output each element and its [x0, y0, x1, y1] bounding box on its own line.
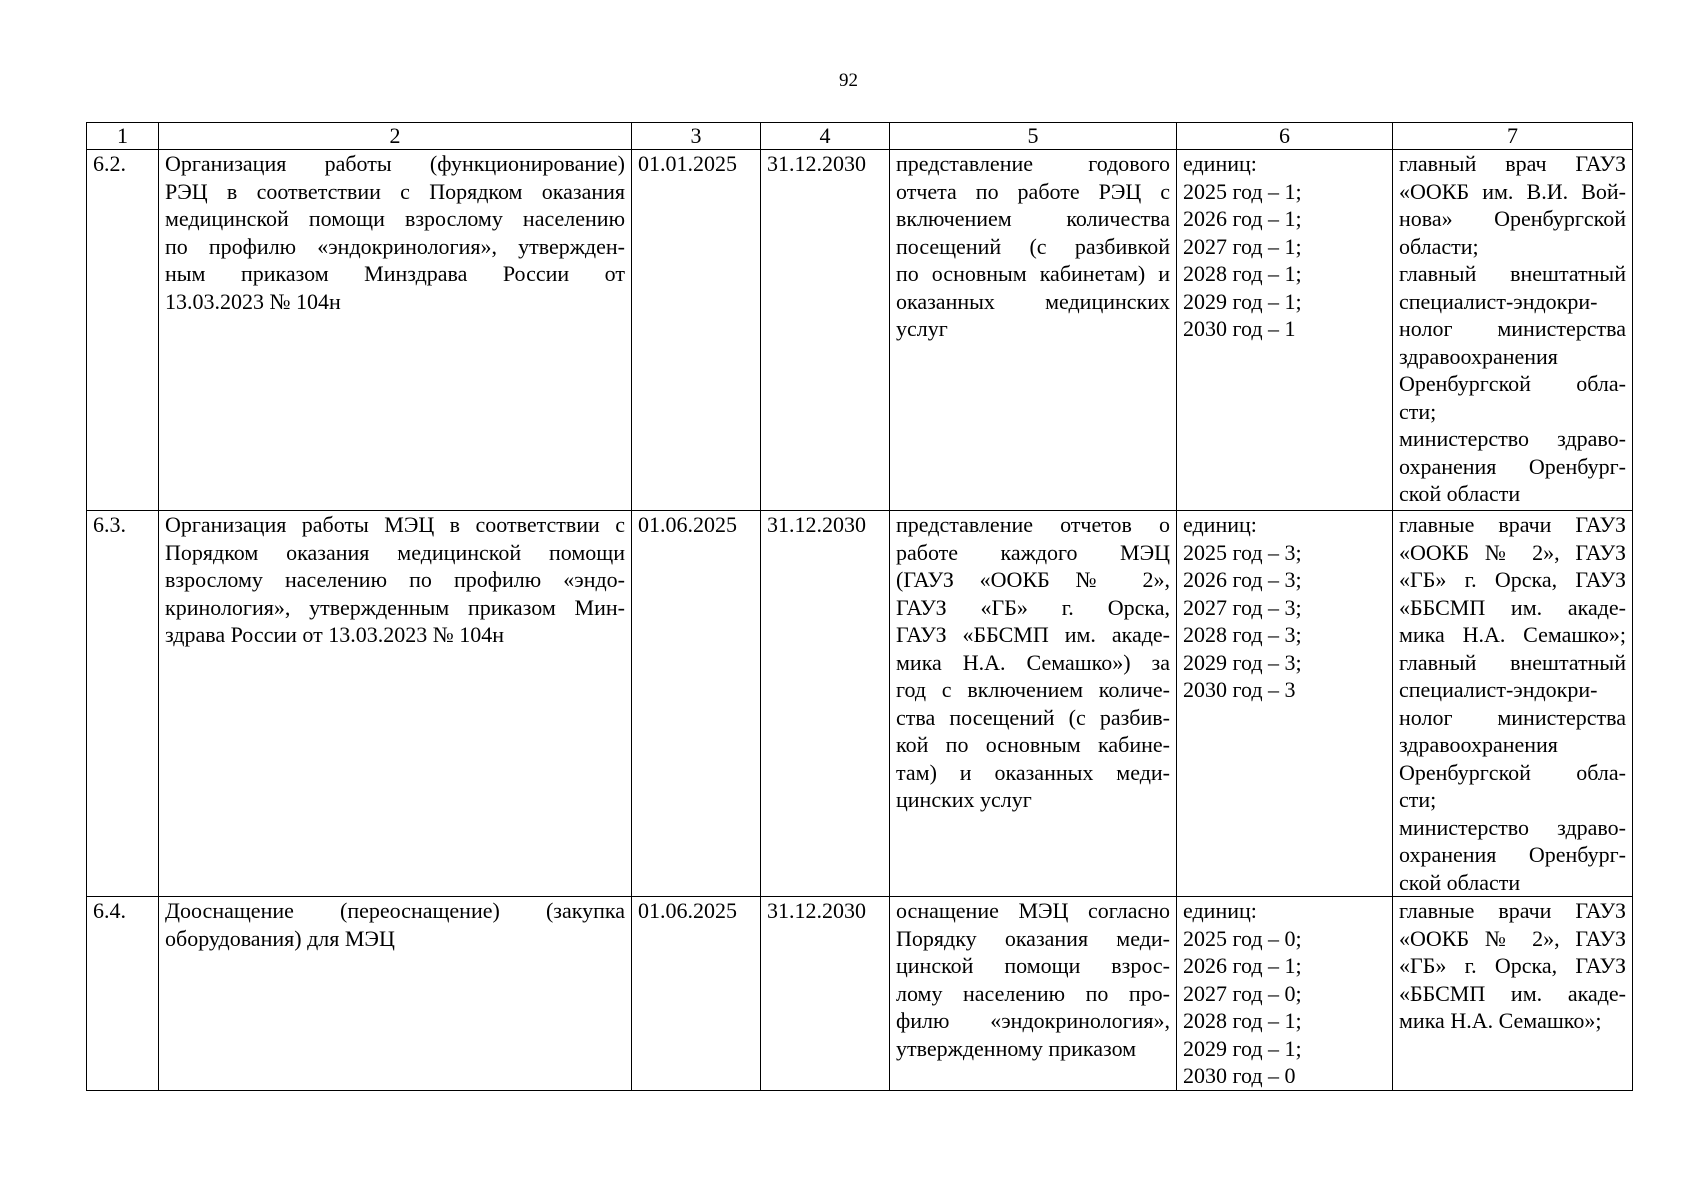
responsible-text-line: области;: [1399, 233, 1479, 259]
column-header: 7: [1393, 123, 1633, 150]
responsible-text-line: «ГБ» г. Орска, ГАУЗ: [1399, 953, 1626, 978]
table-row: [87, 897, 1633, 1091]
result-text-line: цинских услуг: [896, 787, 1032, 812]
result-text-line: представление годового: [896, 151, 1170, 176]
responsible-text-line: ской области: [1399, 481, 1521, 506]
responsible-text-line: нолог министерства: [1399, 316, 1626, 341]
result-text-line: услуг: [896, 316, 948, 341]
indicator-text-line: 2028 год – 1;: [1183, 261, 1302, 286]
activity-text: [159, 511, 632, 897]
responsible-text-line: ской области: [1399, 869, 1521, 895]
responsible-text-line: главные врачи ГАУЗ: [1399, 898, 1626, 923]
responsible-text-line: здравоохранения: [1399, 732, 1558, 757]
result-text-line: лому населению по про-: [896, 980, 1170, 1006]
column-header: 4: [761, 123, 890, 150]
result-text-line: год с включением количе-: [896, 677, 1170, 702]
end-date: 31.12.2030: [761, 150, 890, 511]
start-date: 01.06.2025: [632, 897, 761, 1091]
indicator-text-line: 2026 год – 1;: [1183, 953, 1302, 978]
responsible-text-line: сти;: [1399, 787, 1437, 812]
responsible-text-line: «ООКБ им. В.И. Вой-: [1399, 178, 1626, 204]
responsible-text-line: охранения Оренбург-: [1399, 842, 1626, 867]
activity-text-line: здрава России от 13.03.2023 № 104н: [165, 622, 505, 647]
responsible-text-line: главный внештатный: [1399, 649, 1626, 675]
end-date: 31.12.2030: [761, 897, 890, 1091]
row-number: 6.2.: [87, 150, 159, 511]
result-text-line: утвержденному приказом: [896, 1035, 1137, 1061]
result-text: [890, 511, 1177, 897]
activity-text-line: взрослому населению по профилю «эндо-: [165, 567, 625, 592]
activity-text-line: Организация работы (функционирование): [165, 151, 625, 176]
result-text-line: цинской помощи взрос-: [896, 953, 1170, 978]
indicator-text-line: 2028 год – 1;: [1183, 1008, 1302, 1033]
indicator-text-line: 2030 год – 0: [1183, 1063, 1296, 1088]
result-text-line: отчета по работе РЭЦ с: [896, 178, 1170, 204]
responsible-text-line: охранения Оренбург-: [1399, 453, 1626, 479]
table-row: [87, 150, 1633, 511]
result-text: [890, 150, 1177, 511]
result-text-line: Порядку оказания меди-: [896, 925, 1170, 951]
responsible-text-line: «ООКБ № 2», ГАУЗ: [1399, 925, 1626, 951]
result-text-line: ГАУЗ «ББСМП им. акаде-: [896, 622, 1170, 647]
activity-text: [159, 897, 632, 1091]
indicator-text-line: 2029 год – 3;: [1183, 649, 1302, 675]
indicator-text-line: 2030 год – 3: [1183, 677, 1296, 702]
responsible-text-line: главный внештатный: [1399, 261, 1626, 286]
result-text-line: кой по основным кабине-: [896, 732, 1170, 757]
row-number: 6.4.: [87, 897, 159, 1091]
indicator-text-line: 2027 год – 1;: [1183, 233, 1302, 259]
column-header: 1: [87, 123, 159, 150]
activity-text-line: по профилю «эндокринология», утвержден-: [165, 233, 625, 259]
activity-text-line: ным приказом Минздрава России от: [165, 261, 625, 286]
indicator-text: [1177, 897, 1393, 1091]
end-date: 31.12.2030: [761, 511, 890, 897]
activity-text: [159, 150, 632, 511]
indicator-text-line: 2025 год – 1;: [1183, 178, 1302, 204]
column-header: 2: [159, 123, 632, 150]
indicator-text-line: 2026 год – 3;: [1183, 567, 1302, 592]
responsible-text-line: мика Н.А. Семашко»;: [1399, 1008, 1602, 1033]
activity-text-line: Порядком оказания медицинской помощи: [165, 539, 625, 565]
responsible-text-line: «ООКБ № 2», ГАУЗ: [1399, 539, 1626, 565]
column-header: 5: [890, 123, 1177, 150]
result-text-line: включением количества: [896, 206, 1170, 231]
activity-text-line: РЭЦ в соответствии с Порядком оказания: [165, 178, 625, 204]
responsible-text-line: Оренбургской обла-: [1399, 759, 1626, 785]
activity-text-line: медицинской помощи взрослому населению: [165, 206, 625, 231]
indicator-text: [1177, 511, 1393, 897]
row-number: 6.3.: [87, 511, 159, 897]
result-text: [890, 897, 1177, 1091]
responsible-text: [1393, 150, 1633, 511]
result-text-line: по основным кабинетам) и: [896, 261, 1170, 286]
responsible-text-line: специалист-эндокри-: [1399, 677, 1598, 702]
indicator-text-line: 2028 год – 3;: [1183, 622, 1302, 647]
responsible-text-line: нолог министерства: [1399, 704, 1626, 730]
indicator-text-line: 2029 год – 1;: [1183, 288, 1302, 314]
responsible-text-line: специалист-эндокри-: [1399, 288, 1598, 314]
plan-table: [86, 122, 1633, 1091]
table-row: [87, 511, 1633, 897]
responsible-text-line: «ББСМП им. акаде-: [1399, 980, 1626, 1006]
responsible-text-line: нова» Оренбургской: [1399, 206, 1626, 231]
responsible-text: [1393, 897, 1633, 1091]
responsible-text-line: министерство здраво-: [1399, 814, 1626, 840]
indicator-text-line: единиц:: [1183, 512, 1257, 537]
result-text-line: посещений (с разбивкой: [896, 233, 1170, 259]
responsible-text-line: сти;: [1399, 398, 1437, 424]
activity-text-line: Дооснащение (переоснащение) (закупка: [165, 898, 625, 923]
indicator-text-line: 2029 год – 1;: [1183, 1035, 1302, 1061]
activity-text-line: кринология», утвержденным приказом Мин-: [165, 594, 625, 620]
indicator-text-line: единиц:: [1183, 898, 1257, 923]
result-text-line: (ГАУЗ «ООКБ № 2»,: [896, 567, 1170, 592]
result-text-line: оказанных медицинских: [896, 288, 1170, 314]
result-text-line: представление отчетов о: [896, 512, 1170, 537]
indicator-text: [1177, 150, 1393, 511]
activity-text-line: оборудования) для МЭЦ: [165, 925, 395, 951]
responsible-text-line: министерство здраво-: [1399, 426, 1626, 451]
responsible-text-line: главный врач ГАУЗ: [1399, 151, 1626, 176]
page-number: 92: [839, 70, 858, 91]
indicator-text-line: 2027 год – 3;: [1183, 594, 1302, 620]
responsible-text-line: «ББСМП им. акаде-: [1399, 594, 1626, 620]
column-header: 3: [632, 123, 761, 150]
indicator-text-line: 2027 год – 0;: [1183, 980, 1302, 1006]
responsible-text-line: Оренбургской обла-: [1399, 371, 1626, 396]
result-text-line: там) и оказанных меди-: [896, 759, 1170, 785]
start-date: 01.01.2025: [632, 150, 761, 511]
indicator-text-line: 2025 год – 0;: [1183, 925, 1302, 951]
indicator-text-line: единиц:: [1183, 151, 1257, 176]
responsible-text-line: здравоохранения: [1399, 343, 1558, 369]
result-text-line: мика Н.А. Семашко») за: [896, 649, 1170, 675]
result-text-line: оснащение МЭЦ согласно: [896, 898, 1170, 923]
header-row: [87, 123, 1633, 150]
activity-text-line: 13.03.2023 № 104н: [165, 288, 341, 314]
indicator-text-line: 2026 год – 1;: [1183, 206, 1302, 231]
start-date: 01.06.2025: [632, 511, 761, 897]
activity-text-line: Организация работы МЭЦ в соответствии с: [165, 512, 625, 537]
result-text-line: филю «эндокринология»,: [896, 1008, 1170, 1033]
responsible-text: [1393, 511, 1633, 897]
result-text-line: ГАУЗ «ГБ» г. Орска,: [896, 594, 1170, 620]
responsible-text-line: главные врачи ГАУЗ: [1399, 512, 1626, 537]
indicator-text-line: 2025 год – 3;: [1183, 539, 1302, 565]
result-text-line: работе каждого МЭЦ: [896, 539, 1170, 565]
column-header: 6: [1177, 123, 1393, 150]
indicator-text-line: 2030 год – 1: [1183, 316, 1296, 341]
result-text-line: ства посещений (с разбив-: [896, 704, 1170, 730]
responsible-text-line: мика Н.А. Семашко»;: [1399, 622, 1626, 647]
responsible-text-line: «ГБ» г. Орска, ГАУЗ: [1399, 567, 1626, 592]
